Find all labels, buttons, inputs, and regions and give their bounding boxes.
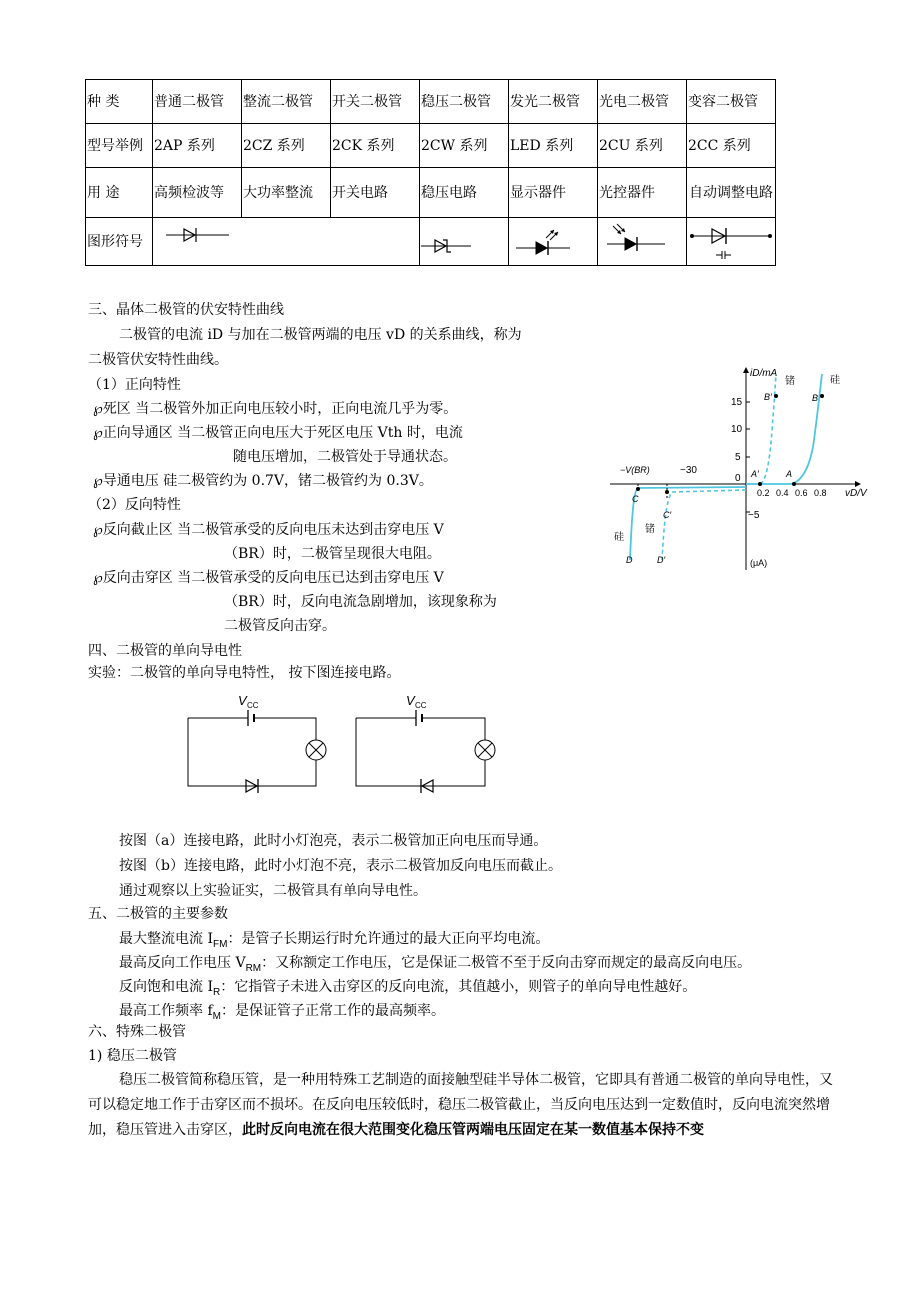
x-axis-label: vD/V xyxy=(845,488,867,499)
table-cell: 图形符号 xyxy=(86,218,153,266)
table-cell: 2CU 系列 xyxy=(598,124,687,168)
table-cell: 型号举例 xyxy=(86,124,153,168)
diode-symbols-svg xyxy=(154,218,412,265)
diode-types-table xyxy=(85,79,776,266)
tick-label: 0.4 xyxy=(776,488,789,498)
table-cell: 发光二极管 xyxy=(509,80,598,124)
table-cell: 2CC 系列 xyxy=(687,124,776,168)
tick-label: 0.2 xyxy=(757,488,770,498)
table-cell xyxy=(420,218,509,266)
point-label: A′ xyxy=(751,469,759,479)
table-cell: 光控器件 xyxy=(598,168,687,218)
table-cell: LED 系列 xyxy=(509,124,598,168)
table-cell xyxy=(153,218,420,266)
vcc-sub: CC xyxy=(247,701,259,710)
ge-label: 锗 xyxy=(645,524,655,535)
paragraph: 实验：二极管的单向导电特性， 按下图连接电路。 xyxy=(88,665,401,681)
point-label: D xyxy=(626,555,633,565)
unit-label: (μA) xyxy=(750,558,768,568)
ge-label: 锗 xyxy=(785,376,795,387)
point-marker xyxy=(665,490,669,494)
paragraph: 二极管伏安特性曲线。 xyxy=(88,352,228,368)
table-cell: 大功率整流 xyxy=(242,168,331,218)
param-line: 反向饱和电流 $I_R$：它指管子未进入击穿区的反向电流，其值越小，则管子的单向导电性越好。 xyxy=(119,979,697,998)
list-item-cont: （BR）时，反向电流急剧增加，该现象称为 xyxy=(224,594,497,610)
subheading: （2）反向特性 xyxy=(88,497,181,513)
paragraph: 通过观察以上实验证实，二极管具有单向导电性。 xyxy=(119,883,427,899)
list-item: ℘反向截止区 当二极管承受的反向电压未达到击穿电压 V xyxy=(93,522,444,538)
point-marker xyxy=(774,394,778,398)
section-4-title: 四、二极管的单向导电性 xyxy=(88,643,242,659)
list-item: ℘死区 当二极管外加正向电压较小时，正向电流几乎为零。 xyxy=(93,401,458,417)
table-cell: 显示器件 xyxy=(509,168,598,218)
table-cell: 变容二极管 xyxy=(687,80,776,124)
table-cell: 用 途 xyxy=(86,168,153,218)
tick-label: 15 xyxy=(731,397,743,408)
subheading: （1）正向特性 xyxy=(88,377,181,393)
point-label: D′ xyxy=(657,555,666,565)
table-cell: 2CK 系列 xyxy=(331,124,420,168)
paragraph: 按图（a）连接电路，此时小灯泡亮，表示二极管加正向电压而导通。 xyxy=(119,833,548,849)
table-cell xyxy=(598,218,687,266)
list-item-cont: 二极管反向击穿。 xyxy=(224,618,336,634)
table-cell: 整流二极管 xyxy=(242,80,331,124)
vbr-label: −V(BR) xyxy=(620,465,650,475)
vcc-sub: CC xyxy=(415,701,427,710)
table-cell: 开关二极管 xyxy=(331,80,420,124)
point-marker xyxy=(636,487,640,491)
table-row xyxy=(86,218,776,266)
list-item: ℘反向击穿区 当二极管承受的反向电压已达到击穿电压 V xyxy=(93,570,444,586)
point-marker xyxy=(792,482,796,486)
paragraph: 二极管的电流 iD 与加在二极管两端的电压 vD 的关系曲线，称为 xyxy=(119,327,522,343)
y-axis-label: iD/mA xyxy=(750,368,778,379)
section-5-title: 五、二极管的主要参数 xyxy=(88,906,228,922)
zener-diode-icon xyxy=(421,240,471,252)
param-line: 最高工作频率 $f_M$：是保证管子正常工作的最高频率。 xyxy=(119,1003,445,1022)
paragraph: 稳压二极管简称稳压管，是一种用特殊工艺制造的面接触型硅半导体二极管，它即具有普通二极管的单向导电性，又可以稳定地工作于击穿区而不损坏。在反向电压较低时，稳压二极管截止，当反向电压达到一定数值时，反向电流突然增加，稳压管进入击穿区，此时反向电流在很大范围变化稳压管两端电压固定在某一数值基本保持不变 xyxy=(88,1072,833,1138)
tick-label: 0 xyxy=(735,473,741,484)
point-label: C xyxy=(632,494,639,504)
point-label: C′ xyxy=(663,510,672,520)
point-label: B′ xyxy=(764,392,772,402)
table-row xyxy=(86,124,776,168)
paragraph: 按图（b）连接电路，此时小灯泡不亮，表示二极管加反向电压而截止。 xyxy=(119,858,562,874)
table-cell: 开关电路 xyxy=(331,168,420,218)
point-marker xyxy=(758,482,762,486)
led-symbol-icon xyxy=(516,230,570,255)
table-cell: 普通二极管 xyxy=(153,80,242,124)
table-cell: 高频检波等 xyxy=(153,168,242,218)
list-item: ℘正向导通区 当二极管正向电压大于死区电压 Vth 时，电流 xyxy=(93,425,463,441)
circuit-b xyxy=(356,693,495,793)
table-cell: 稳压二极管 xyxy=(420,80,509,124)
list-item-cont: （BR）时，二极管呈现很大电阻。 xyxy=(224,546,441,562)
table-cell xyxy=(509,218,598,266)
param-line: 最大整流电流 $I_{FM}$：是管子长期运行时允许通过的最大正向平均电流。 xyxy=(119,931,550,950)
circuit-a xyxy=(188,693,326,793)
varactor-symbol-icon xyxy=(690,228,772,259)
tick-label: 0.8 xyxy=(814,488,827,498)
table-cell: 2CZ 系列 xyxy=(242,124,331,168)
vcc-label: V xyxy=(238,693,247,708)
table-cell: 光电二极管 xyxy=(598,80,687,124)
tick-label: 5 xyxy=(735,452,741,463)
tick-label: −30 xyxy=(680,465,697,476)
si-forward-curve xyxy=(746,374,822,484)
table-row xyxy=(86,168,776,218)
point-label: B xyxy=(812,393,819,403)
list-item: ℘导通电压 硅二极管约为 0.7V，锗二极管约为 0.3V。 xyxy=(93,473,433,489)
tick-label: 10 xyxy=(731,424,743,435)
tick-label: −5 xyxy=(748,510,760,521)
si-label: 硅 xyxy=(614,532,624,543)
table-cell: 自动调整电路 xyxy=(687,168,776,218)
table-cell: 稳压电路 xyxy=(420,168,509,218)
list-item-cont: 随电压增加，二极管处于导通状态。 xyxy=(233,449,457,465)
ge-forward-curve xyxy=(746,374,776,484)
table-cell: 2AP 系列 xyxy=(153,124,242,168)
vcc-label: V xyxy=(406,693,415,708)
table-cell xyxy=(687,218,776,266)
point-label: A xyxy=(786,469,793,479)
si-label: 硅 xyxy=(830,375,840,386)
ge-reverse-curve xyxy=(662,490,746,560)
section-6-title: 六、特殊二极管 xyxy=(88,1024,186,1040)
section-3-title: 三、晶体二极管的伏安特性曲线 xyxy=(88,302,284,318)
table-cell: 2CW 系列 xyxy=(420,124,509,168)
table-row xyxy=(86,80,776,124)
diode-symbol-icon xyxy=(166,228,229,242)
subheading: 1) 稳压二极管 xyxy=(88,1048,177,1064)
table-cell: 种 类 xyxy=(86,80,153,124)
iv-curve-graph xyxy=(600,360,870,575)
param-line: 最高反向工作电压 $V_{RM}$：又称额定工作电压，它是保证二极管不至于反向击穿而规定的最高反向电压。 xyxy=(119,955,752,974)
circuit-diagrams xyxy=(180,688,520,803)
tick-label: 0.6 xyxy=(795,488,808,498)
point-marker xyxy=(820,394,824,398)
photodiode-symbol-icon xyxy=(607,224,665,251)
